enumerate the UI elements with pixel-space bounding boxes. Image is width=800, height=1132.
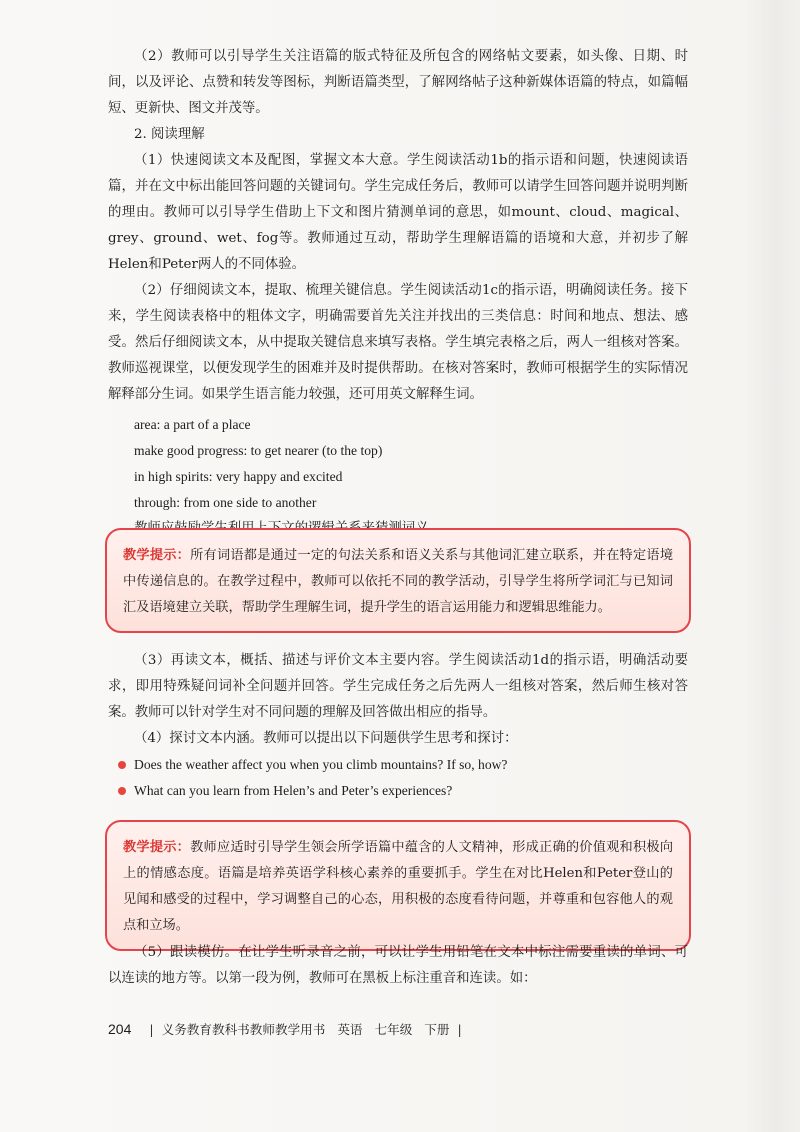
paragraph-discuss: （4）探讨文本内涵。教师可以提出以下问题供学生思考和探讨： [134, 731, 518, 746]
vocab-item: in high spirits: very happy and excited [134, 469, 343, 484]
paragraph-skim-reading: （1）快速阅读文本及配图，掌握文本大意。学生阅读活动1b的指示语和问题，快速阅读语篇，并在文中标出能回答问题的关键词句。学生完成任务后，教师可以请学生回答问题并说明判断的理由。教师可以引导学生借助上下文和图片猜测单词的意思，如mount、cloud、magical、grey、ground、wet、fog等。教师通过互动，帮助学生理解语篇的语境和大意，并初步了解Helen和Peter两人的不同体验。 [108, 153, 688, 272]
section-heading-reading-comprehension: 2. 阅读理解 [134, 127, 205, 142]
list-item: What can you learn from Helen’s and Peter’s experiences? [108, 778, 688, 804]
book-title: 义务教育教科书教师教学用书 [161, 1022, 326, 1037]
teaching-tip-box-vocabulary [105, 528, 691, 633]
tip-label: 教学提示： [123, 840, 191, 855]
grade: 七年级 [374, 1022, 413, 1037]
page-number: 204 [108, 1021, 132, 1037]
bullet-dot-icon [118, 787, 126, 795]
vocab-item: through: from one side to another [134, 495, 317, 510]
section-reading-part2 [108, 648, 688, 804]
vocab-item: make good progress: to get nearer (to the top) [134, 443, 383, 458]
page-footer: 204 | 义务教育教科书教师教学用书 英语 七年级 下册 | [108, 1021, 462, 1037]
list-item: Does the weather affect you when you climb mountains? If so, how? [108, 752, 688, 778]
paragraph-careful-reading: （2）仔细阅读文本，提取、梳理关键信息。学生阅读活动1c的指示语，明确阅读任务。接下来，学生阅读表格中的粗体文字，明确需要首先关注并找出的三类信息：时间和地点、想法、感受。然后仔细阅读文本，从中提取关键信息来填写表格。学生填完表格之后，两人一组核对答案。教师巡视课堂，以便发现学生的困难并及时提供帮助。在核对答案时，教师可根据学生的实际情况解释部分生词。如果学生语言能力较强，还可用英文解释生词。 [108, 283, 688, 402]
tip-text: 所有词语都是通过一定的句法关系和语义关系与其他词汇建立联系，并在特定语境中传递信息的。在教学过程中，教师可以依托不同的教学活动，引导学生将所学词汇与已知词汇及语境建立关联，帮助学生理解生词，提升学生的语言运用能力和逻辑思维能力。 [123, 548, 674, 615]
tip-text: 教师应适时引导学生领会所学语篇中蕴含的人文精神，形成正确的价值观和积极向上的情感态度。语篇是培养英语学科核心素养的重要抓手。学生在对比Helen和Peter登山的见闻和感受的过程中，学习调整自己的心态，用积极的态度看待问题，并尊重和包容他人的观点和立场。 [123, 840, 674, 933]
bullet-dot-icon [118, 761, 126, 769]
section-reading-part1 [108, 44, 688, 542]
paragraph-imitation: （5）跟读模仿。在让学生听录音之前，可以让学生用铅笔在文本中标注需要重读的单词、可以连读的地方等。以第一段为例，教师可在黑板上标注重音和连读。如： [108, 945, 688, 986]
paragraph-reread: （3）再读文本，概括、描述与评价文本主要内容。学生阅读活动1d的指示语，明确活动要求，即用特殊疑问词补全问题并回答。学生完成任务之后先两人一组核对答案，然后师生核对答案。教师可以针对学生对不同问题的理解及回答做出相应的指导。 [108, 653, 688, 720]
subject: 英语 [337, 1022, 363, 1037]
vocab-item: area: a part of a place [134, 417, 251, 432]
discussion-questions [108, 752, 688, 804]
teaching-tip-box-values [105, 820, 691, 951]
section-reading-part3 [108, 940, 688, 992]
volume: 下册 [424, 1022, 450, 1037]
paragraph-format-features: （2）教师可以引导学生关注语篇的版式特征及所包含的网络帖文要素，如头像、日期、时间，以及评论、点赞和转发等图标，判断语篇类型，了解网络帖子这种新媒体语篇的特点，如篇幅短、更新快、图文并茂等。 [108, 49, 688, 116]
tip-label: 教学提示： [123, 548, 191, 563]
